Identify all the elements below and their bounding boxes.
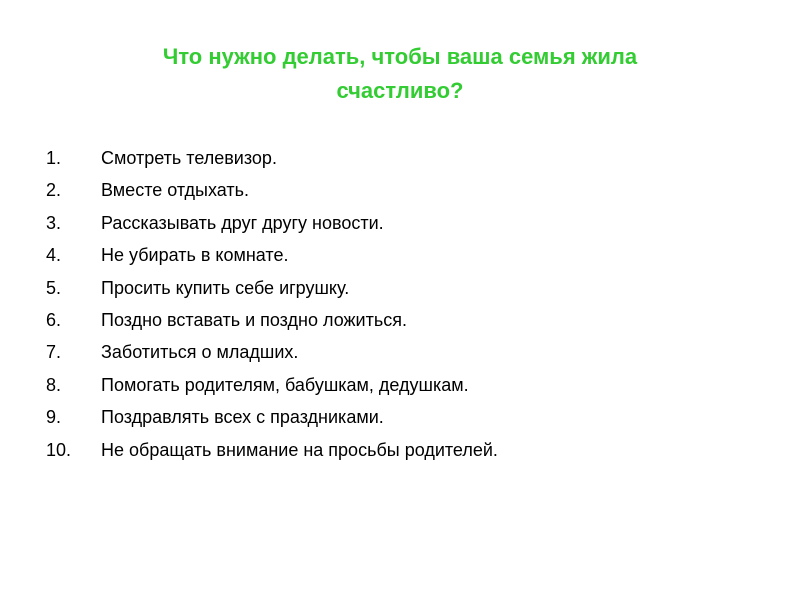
list-item-number: 4.: [46, 245, 62, 266]
list-item: [0, 174, 800, 206]
list-item-number: 1.: [46, 148, 62, 168]
list-item: [0, 401, 800, 433]
list-item-number: 7.: [46, 342, 62, 363]
list-item-number: 9.: [46, 407, 62, 428]
list-item: [0, 304, 800, 336]
list-item-text: Не обращать внимание на просьбы родителей.: [101, 439, 498, 460]
list-item-number: 8.: [46, 374, 62, 395]
list-item-number: 3.: [46, 212, 62, 233]
list-item-number: 5.: [46, 277, 62, 298]
list-item: [0, 434, 800, 466]
list-item-text: Просить купить себе игрушку.: [101, 277, 350, 298]
list-item-text: Поздравлять всех с праздниками.: [101, 407, 384, 428]
list-item: [0, 207, 800, 239]
numbered-list: [0, 142, 800, 466]
list-item: [0, 142, 800, 174]
list-item: [0, 239, 800, 271]
slide-title-line-1: Что нужно делать, чтобы ваша семья жила: [162, 44, 638, 69]
list-item-text: Помогать родителям, бабушкам, дедушкам.: [101, 374, 469, 395]
list-item: [0, 369, 800, 401]
slide-title-line-2: счастливо?: [336, 78, 464, 103]
list-item-text: Поздно вставать и поздно ложиться.: [101, 309, 407, 330]
list-item: [0, 272, 800, 304]
list-item-text: Не убирать в комнате.: [101, 245, 289, 266]
list-item-text: Рассказывать друг другу новости.: [101, 212, 384, 233]
list-item-text: Вместе отдыхать.: [101, 180, 249, 201]
list-item-number: 6.: [46, 309, 62, 330]
list-item-number: 2.: [46, 180, 62, 201]
list-item-text: Заботиться о младших.: [101, 342, 299, 363]
list-item: [0, 336, 800, 368]
list-item-number: 10.: [46, 439, 72, 460]
list-item-text: Смотреть телевизор.: [101, 148, 277, 168]
slide-title: [60, 40, 740, 108]
